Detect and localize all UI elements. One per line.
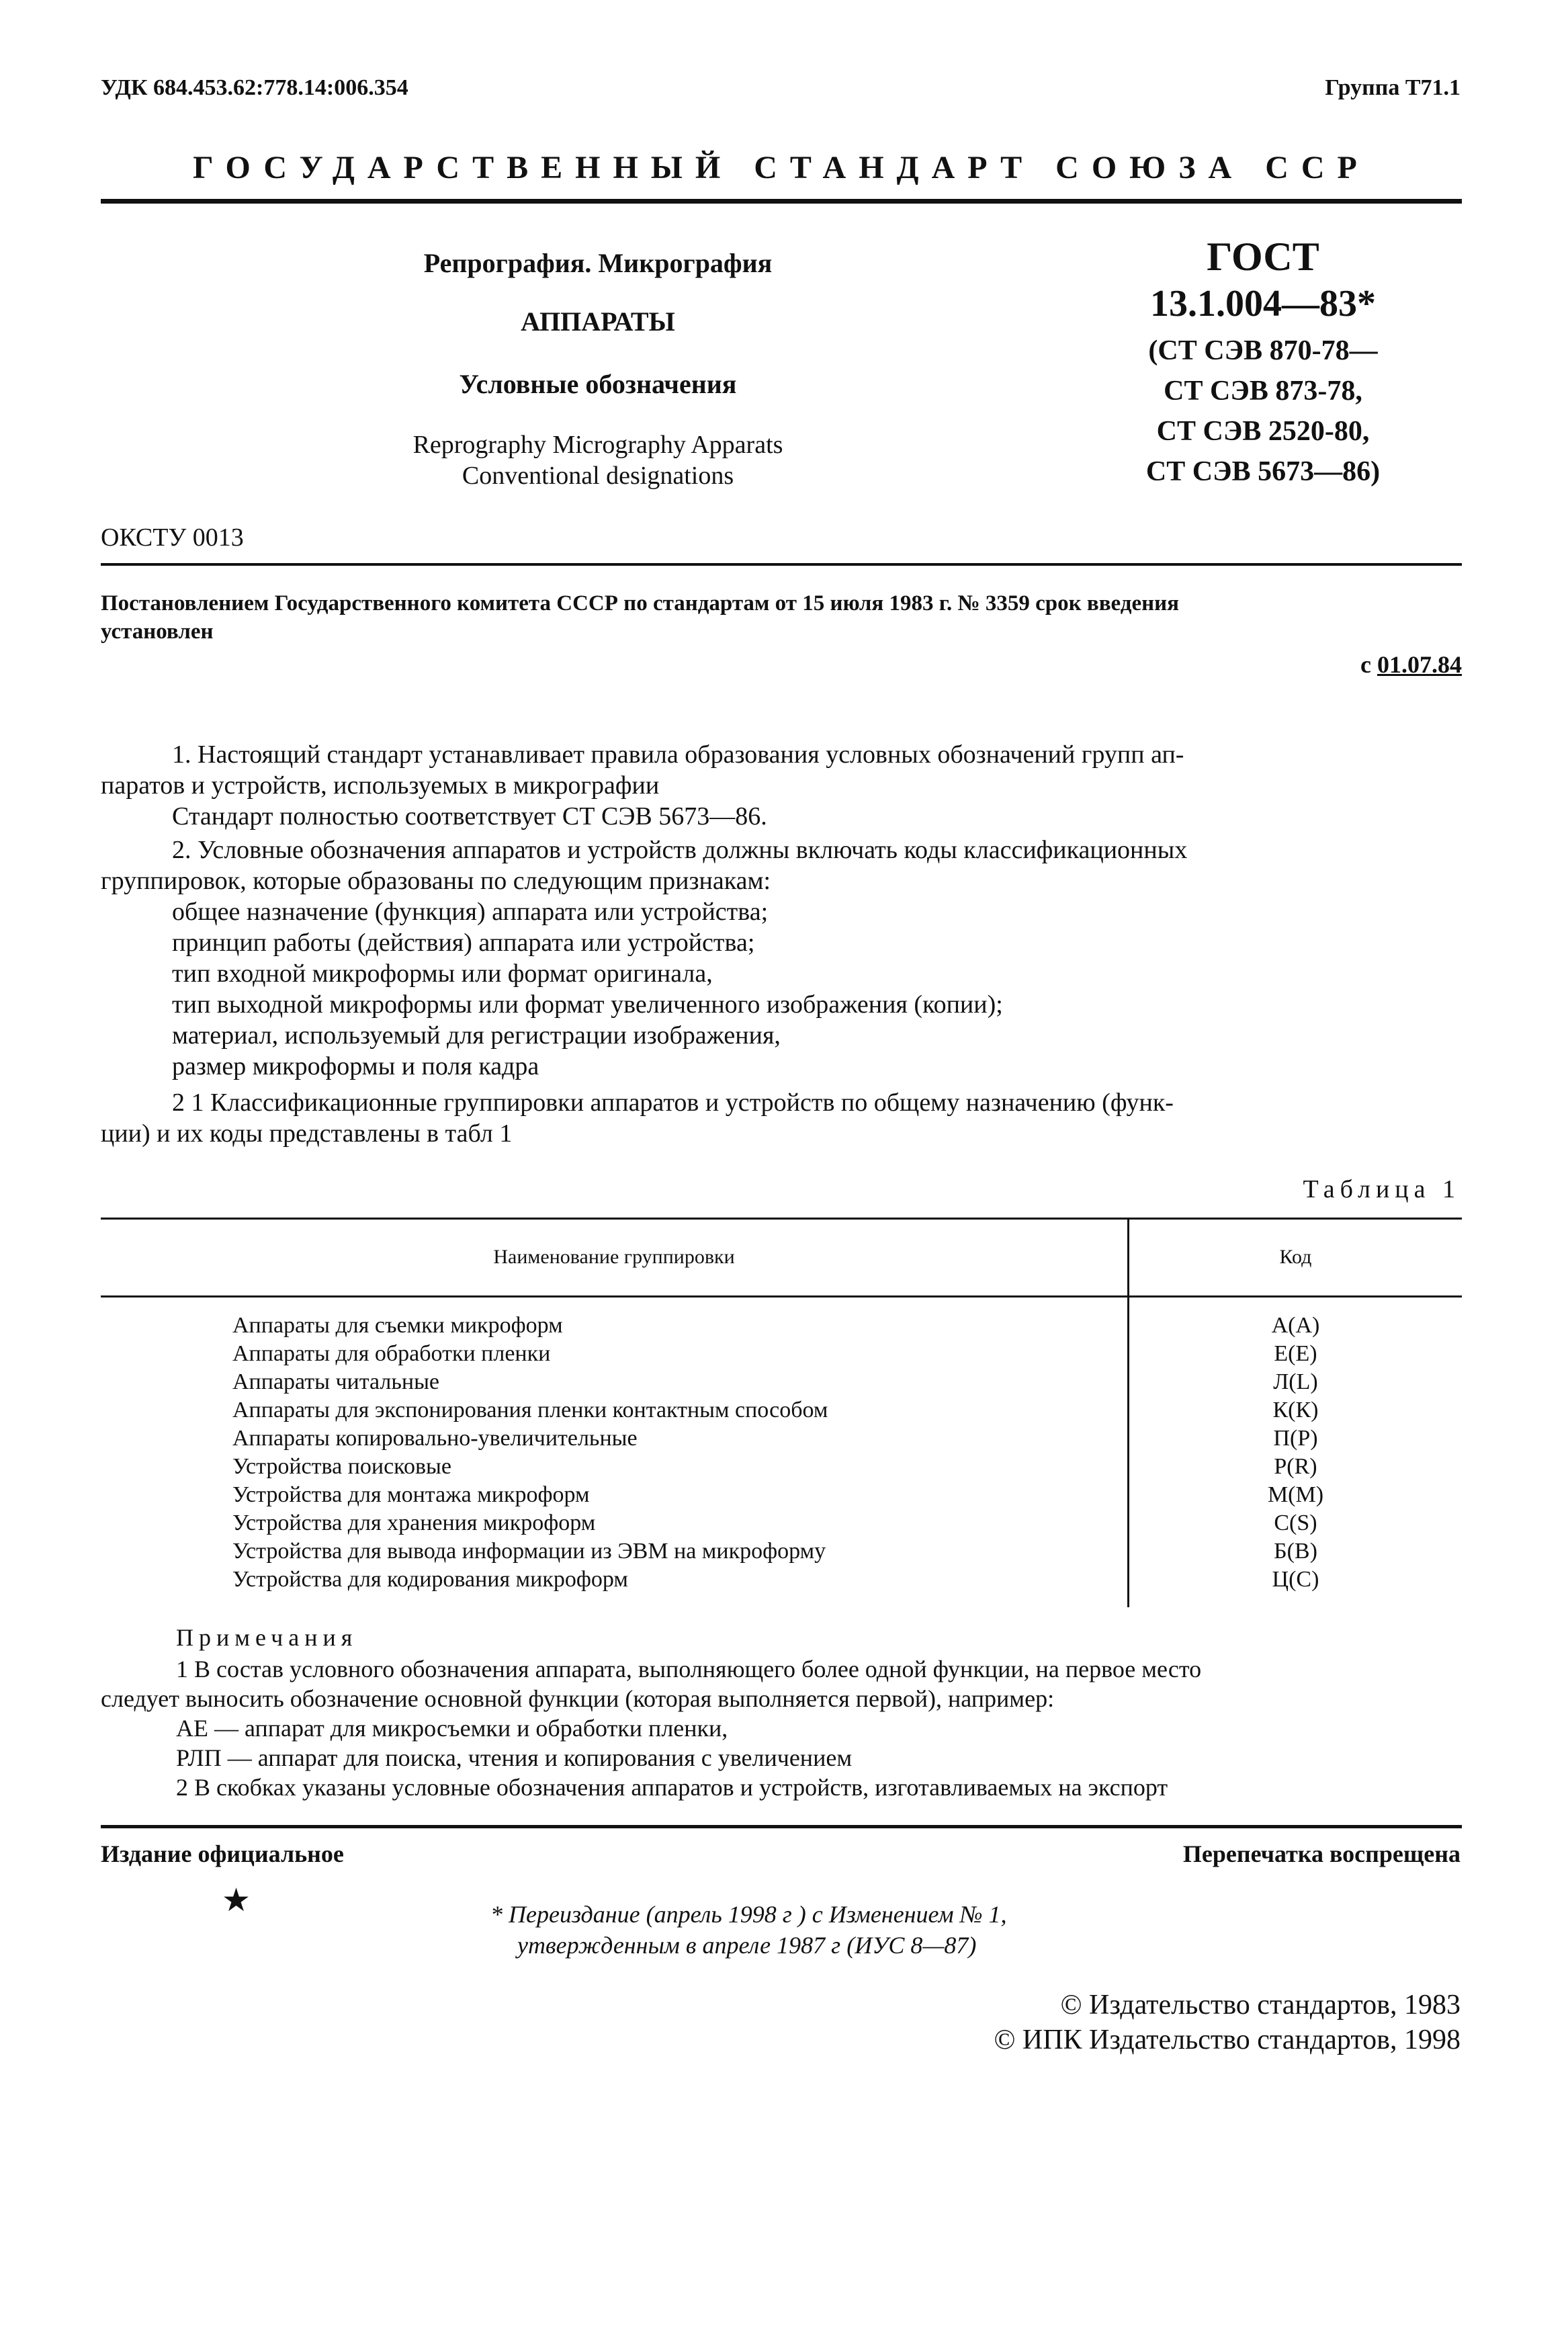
- table-header-name: Наименование группировки: [493, 1246, 735, 1268]
- table-cell-name: Устройства поисковые: [232, 1454, 451, 1479]
- note-1-example-1: АЕ — аппарат для микросъемки и обработки пленки,: [176, 1715, 728, 1742]
- para-2-line-1: 2. Условные обозначения аппаратов и устройств должны включать коды классификационных: [172, 836, 1188, 864]
- table-cell-name: Устройства для кодирования микроформ: [232, 1567, 628, 1592]
- list-item: материал, используемый для регистрации изображения,: [172, 1021, 781, 1050]
- table-header-rule: [101, 1295, 1462, 1297]
- effective-date-value: 01.07.84: [1377, 651, 1462, 678]
- table-cell-name: Аппараты читальные: [232, 1369, 440, 1394]
- st-sev-line-4: СТ СЭВ 5673—86): [1145, 456, 1381, 487]
- official-edition: Издание официальное: [101, 1840, 344, 1867]
- table-caption: Таблица 1: [1303, 1175, 1461, 1203]
- para-1-line-3: Стандарт полностью соответствует СТ СЭВ 5673—86.: [172, 802, 767, 831]
- title-rule: [101, 563, 1462, 566]
- table-cell-name: Аппараты для съемки микроформ: [232, 1313, 563, 1338]
- list-item: тип входной микроформы или формат оригинала,: [172, 960, 713, 988]
- reissue-line-2: утвержденным в апреле 1987 г (ИУС 8—87): [517, 1932, 977, 1959]
- table-cell-code: Ц(С): [1272, 1567, 1319, 1592]
- footer-rule: [101, 1825, 1462, 1828]
- list-item: тип выходной микроформы или формат увеличенного изображения (копии);: [172, 990, 1003, 1019]
- gost-number: 13.1.004—83*: [1150, 283, 1376, 325]
- table-row: [0, 1312, 1568, 1340]
- para-2-line-2: группировок, которые образованы по следующим признакам:: [101, 867, 771, 895]
- list-item: размер микроформы и поля кадра: [172, 1052, 539, 1080]
- list-item: принцип работы (действия) аппарата или устройства;: [172, 929, 755, 957]
- note-1-line-1: 1 В состав условного обозначения аппарата, выполняющего более одной функции, на первое место: [176, 1656, 1202, 1683]
- note-1-line-2: следует выносить обозначение основной функции (которая выполняется первой), например:: [101, 1685, 1055, 1712]
- list-item: общее назначение (функция) аппарата или устройства;: [172, 898, 769, 926]
- para-1-line-1: 1. Настоящий стандарт устанавливает правила образования условных обозначений групп ап-: [172, 740, 1184, 769]
- table-cell-name: Устройства для хранения микроформ: [232, 1510, 596, 1535]
- st-sev-line-3: СТ СЭВ 2520-80,: [1156, 416, 1370, 447]
- copyright-1998: © ИПК Издательство стандартов, 1998: [994, 2025, 1461, 2055]
- table-cell-name: Аппараты копировально-увеличительные: [232, 1426, 638, 1451]
- table-cell-name: Устройства для вывода информации из ЭВМ на микроформу: [232, 1539, 826, 1564]
- star-icon: ★: [222, 1883, 251, 1918]
- table-row: [0, 1537, 1568, 1566]
- note-2: 2 В скобках указаны условные обозначения аппаратов и устройств, изготавливаемых на экспорт: [176, 1774, 1168, 1801]
- note-1-example-2: РЛП — аппарат для поиска, чтения и копирования с увеличением: [176, 1744, 853, 1771]
- notes-block: [0, 1654, 1568, 1802]
- title-line-1: Репрография. Микрография: [423, 248, 773, 278]
- table-cell-code: М(М): [1267, 1482, 1324, 1507]
- title-line-3: Условные обозначения: [459, 369, 737, 399]
- decree-line-2: установлен: [101, 620, 214, 644]
- para-2-1-line-1: 2 1 Классификационные группировки аппаратов и устройств по общему назначению (функ-: [172, 1089, 1174, 1117]
- gost-label: ГОСТ: [1207, 235, 1319, 279]
- st-sev-line-1: (СТ СЭВ 870-78—: [1148, 335, 1378, 366]
- effective-date: [1360, 650, 1462, 679]
- table-cell-code: С(S): [1274, 1510, 1317, 1535]
- table-row: [0, 1424, 1568, 1453]
- para-2-1-line-2: ции) и их коды представлены в табл 1: [101, 1119, 513, 1148]
- okstu-code: ОКСТУ 0013: [101, 523, 244, 552]
- table-body: [0, 1312, 1568, 1594]
- table-cell-code: Е(Е): [1274, 1341, 1317, 1366]
- standard-banner: ГОСУДАРСТВЕННЫЙ СТАНДАРТ СОЮЗА ССР: [193, 150, 1370, 185]
- notes-heading: Примечания: [176, 1624, 358, 1651]
- reissue-line-1: * Переиздание (апрель 1998 г ) с Изменением № 1,: [490, 1901, 1007, 1928]
- table-row: [0, 1509, 1568, 1537]
- title-en-line-2: Conventional designations: [462, 462, 734, 490]
- table-cell-code: К(К): [1272, 1398, 1319, 1422]
- table-cell-code: Р(R): [1274, 1454, 1317, 1479]
- st-sev-line-2: СТ СЭВ 873-78,: [1164, 376, 1362, 407]
- table-row: [0, 1368, 1568, 1396]
- effective-date-prefix: с: [1360, 651, 1377, 678]
- criteria-list: [172, 896, 1003, 1082]
- group-code: Группа Т71.1: [1325, 75, 1461, 100]
- table-row: [0, 1481, 1568, 1509]
- table-cell-code: Б(В): [1274, 1539, 1317, 1564]
- copyright-1983: © Издательство стандартов, 1983: [1060, 1990, 1461, 2020]
- table-cell-name: Аппараты для экспонирования пленки контактным способом: [232, 1398, 828, 1422]
- table-top-rule: [101, 1218, 1462, 1220]
- table-row: [0, 1566, 1568, 1594]
- table-cell-name: Аппараты для обработки пленки: [232, 1341, 551, 1366]
- table-row: [0, 1340, 1568, 1368]
- table-row: [0, 1453, 1568, 1481]
- title-en-line-1: Reprography Micrography Apparats: [412, 431, 783, 459]
- reprint-prohibited: Перепечатка воспрещена: [1182, 1840, 1461, 1867]
- table-cell-code: П(Р): [1273, 1426, 1318, 1451]
- title-line-2: АППАРАТЫ: [521, 306, 675, 337]
- decree-line-1: Постановлением Государственного комитета СССР по стандартам от 15 июля 1983 г. № 3359 срок введения: [101, 591, 1179, 615]
- banner-rule: [101, 199, 1462, 204]
- table-cell-code: Л(L): [1273, 1369, 1318, 1394]
- table-header-code: Код: [1279, 1246, 1312, 1268]
- udk-code: УДК 684.453.62:778.14:006.354: [101, 75, 408, 100]
- table-cell-name: Устройства для монтажа микроформ: [232, 1482, 590, 1507]
- table-cell-code: А(А): [1271, 1313, 1320, 1338]
- table-row: [0, 1396, 1568, 1424]
- para-1-line-2: паратов и устройств, используемых в микрографии: [101, 771, 660, 800]
